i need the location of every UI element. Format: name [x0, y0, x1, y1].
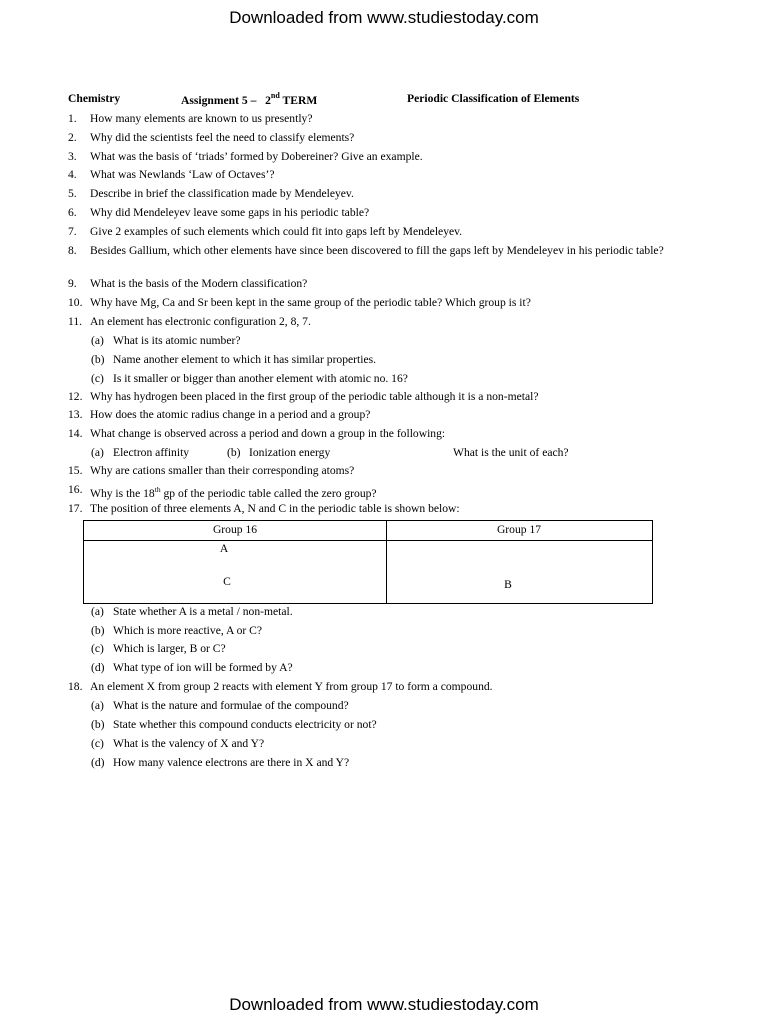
question-12: [68, 390, 680, 403]
sub-text: Ionization energy: [249, 446, 331, 459]
question-text: How does the atomic radius change in a period and a group?: [90, 408, 371, 421]
sub-label: (b): [91, 718, 105, 731]
assignment-prefix: Assignment 5 –: [181, 93, 257, 107]
sub-label: (c): [91, 737, 104, 750]
question-text: What was the basis of ‘triads’ formed by Dobereiner? Give an example.: [90, 150, 423, 163]
group-17-header: Group 17: [496, 523, 542, 536]
question-text: An element has electronic configuration 2, 8, 7.: [90, 315, 311, 328]
question-text: Besides Gallium, which other elements have since been discovered to fill the gaps left by Mendeleyev in his periodic table?: [90, 244, 664, 257]
sub-text: State whether this compound conducts electricity or not?: [113, 718, 377, 731]
sub-label: (a): [91, 605, 104, 618]
question-number: 11.: [68, 315, 83, 328]
question-14: [68, 427, 680, 440]
sub-text: State whether A is a metal / non-metal.: [113, 605, 293, 618]
topic-heading: Periodic Classification of Elements: [407, 92, 580, 105]
sub-text: Electron affinity: [113, 446, 190, 459]
question-number: 16.: [68, 483, 83, 496]
q18-sub-b: [91, 718, 377, 731]
question-text: Why did the scientists feel the need to classify elements?: [90, 131, 355, 144]
question-number: 13.: [68, 408, 83, 421]
question-18: [68, 680, 680, 693]
question-text-pre: Why is the 18: [90, 486, 155, 500]
term-word: TERM: [282, 93, 318, 107]
sub-label: (a): [91, 446, 104, 459]
sub-text: How many valence electrons are there in X and Y?: [113, 756, 350, 769]
sub-label: (d): [91, 661, 105, 674]
q18-sub-c: [91, 737, 264, 750]
question-number: 3.: [68, 150, 77, 163]
question-text: Why has hydrogen been placed in the first group of the periodic table although it is a non-metal?: [90, 390, 539, 403]
q17-sub-c: [91, 642, 226, 655]
question-text: What was Newlands ‘Law of Octaves’?: [90, 168, 275, 181]
question-text: Why are cations smaller than their corresponding atoms?: [90, 464, 355, 477]
sub-label: (a): [91, 699, 104, 712]
sub-label: (b): [91, 624, 105, 637]
element-b: B: [504, 578, 512, 591]
question-text: [90, 483, 680, 500]
q14-unit-question: What is the unit of each?: [453, 446, 569, 459]
download-banner-bottom: Downloaded from www.studiestoday.com: [229, 995, 539, 1014]
q11-sub-c: [91, 372, 408, 385]
question-number: 14.: [68, 427, 83, 440]
question-number: 6.: [68, 206, 77, 219]
q11-sub-a: [91, 334, 241, 347]
element-a: A: [219, 542, 229, 555]
question-number: 17.: [68, 502, 83, 515]
periodic-table-fragment: [83, 520, 653, 604]
question-13: [68, 408, 680, 421]
question-text: Give 2 examples of such elements which could fit into gaps left by Mendeleyev.: [90, 225, 463, 238]
question-text: Describe in brief the classification made by Mendeleyev.: [90, 187, 354, 200]
sub-text: What is the nature and formulae of the compound?: [113, 699, 349, 712]
question-3: [68, 150, 680, 163]
sub-label: (d): [91, 756, 105, 769]
question-number: 5.: [68, 187, 77, 200]
sub-text: What is the valency of X and Y?: [113, 737, 265, 750]
sub-text: What type of ion will be formed by A?: [113, 661, 293, 674]
sub-label: (c): [91, 642, 104, 655]
question-text: What change is observed across a period and down a group in the following:: [90, 427, 446, 440]
sub-text: What is its atomic number?: [113, 334, 241, 347]
question-number: 8.: [68, 244, 77, 257]
question-number: 7.: [68, 225, 77, 238]
question-1: [68, 112, 680, 125]
question-number: 10.: [68, 296, 83, 309]
sub-label: (b): [227, 446, 241, 459]
question-text: What is the basis of the Modern classification?: [90, 277, 308, 290]
sub-label: (a): [91, 334, 104, 347]
question-number: 18.: [68, 680, 83, 693]
question-text: Why have Mg, Ca and Sr been kept in the same group of the periodic table? Which group is it?: [90, 296, 531, 309]
sub-label: (c): [91, 372, 104, 385]
question-7: [68, 225, 680, 238]
sub-text: Which is larger, B or C?: [113, 642, 226, 655]
question-8: [68, 244, 680, 257]
question-text-sup: th: [154, 485, 161, 494]
q17-sub-a: [91, 605, 293, 618]
question-2: [68, 131, 680, 144]
element-c: C: [223, 575, 231, 588]
group-16-header: Group 16: [212, 523, 258, 536]
question-number: 1.: [68, 112, 77, 125]
table-header-divider: [84, 540, 652, 541]
q17-sub-b: [91, 624, 262, 637]
download-banner-top: Downloaded from www.studiestoday.com: [229, 8, 539, 27]
question-text: Why did Mendeleyev leave some gaps in his periodic table?: [90, 206, 370, 219]
question-text-post: gp of the periodic table called the zero group?: [160, 486, 377, 500]
question-number: 9.: [68, 277, 77, 290]
sub-label: (b): [91, 353, 105, 366]
question-number: 12.: [68, 390, 83, 403]
term-number: 2: [265, 93, 271, 107]
q14-sub-b: [227, 446, 330, 459]
q18-sub-d: [91, 756, 349, 769]
subject-heading: Chemistry: [68, 92, 121, 105]
question-number: 4.: [68, 168, 77, 181]
question-15: [68, 464, 680, 477]
q18-sub-a: [91, 699, 349, 712]
question-6: [68, 206, 680, 219]
q11-sub-b: [91, 353, 376, 366]
question-11: [68, 315, 680, 328]
question-text: The position of three elements A, N and C in the periodic table is shown below:: [90, 502, 460, 515]
question-16: [68, 483, 680, 500]
q17-sub-d: [91, 661, 293, 674]
sub-text: Which is more reactive, A or C?: [113, 624, 263, 637]
q14-sub-a: [91, 446, 189, 459]
question-text: An element X from group 2 reacts with element Y from group 17 to form a compound.: [90, 680, 493, 693]
sub-text: Is it smaller or bigger than another element with atomic no. 16?: [113, 372, 408, 385]
term-superscript: nd: [270, 91, 280, 100]
question-10: [68, 296, 680, 309]
question-4: [68, 168, 680, 181]
question-17: [68, 502, 680, 515]
question-9: [68, 277, 680, 290]
question-number: 15.: [68, 464, 83, 477]
question-number: 2.: [68, 131, 77, 144]
sub-text: Name another element to which it has similar properties.: [113, 353, 377, 366]
question-text: How many elements are known to us presently?: [90, 112, 313, 125]
assignment-heading: [181, 92, 317, 107]
question-5: [68, 187, 680, 200]
